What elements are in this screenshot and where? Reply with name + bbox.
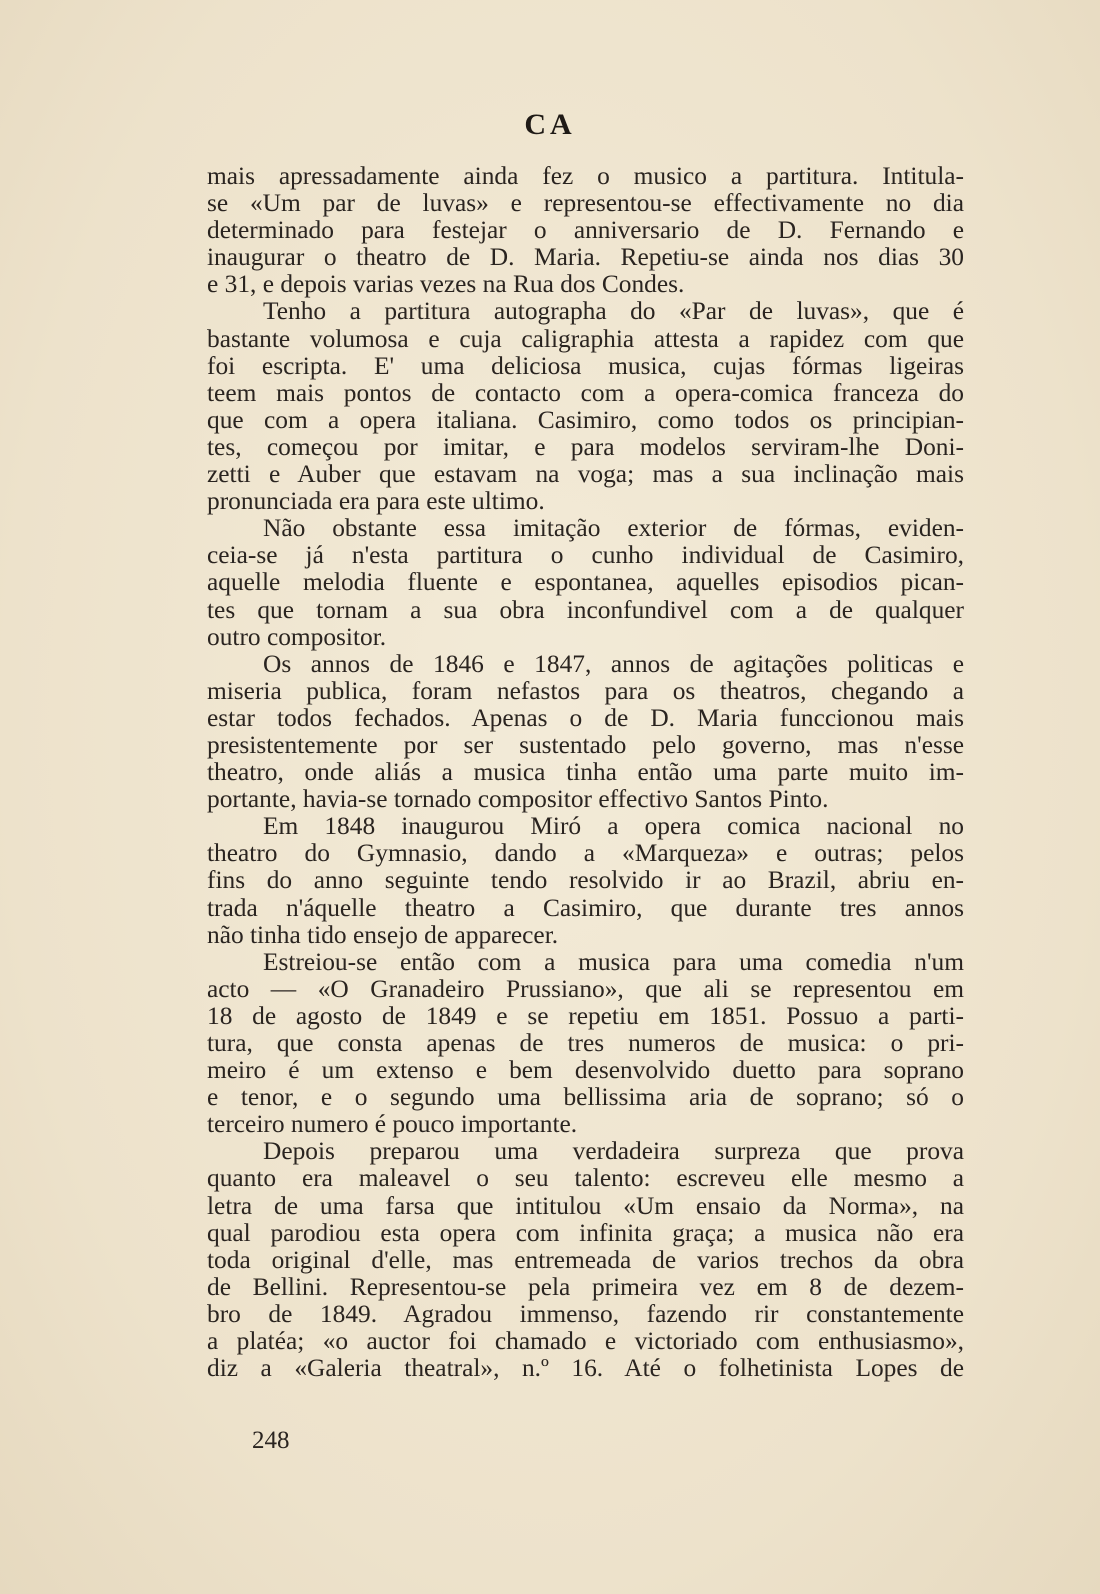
text-line: se «Um par de luvas» e representou-se effectivamente no dia [207,189,964,218]
text-line: Em 1848 inaugurou Miró a opera comica nacional no [263,812,964,841]
text-line: e tenor, e o segundo uma bellissima aria de soprano; só o [207,1083,964,1112]
text-line: determinado para festejar o anniversario de D. Fernando e [207,216,964,245]
text-line: ceia-se já n'esta partitura o cunho individual de Casimiro, [207,541,964,570]
text-line: Depois preparou uma verdadeira surpreza que prova [263,1137,964,1166]
text-line: zetti e Auber que estavam na voga; mas a sua inclinação mais [207,460,964,489]
text-line: estar todos fechados. Apenas o de D. Maria funccionou mais [207,703,964,732]
text-line: e 31, e depois varias vezes na Rua dos Condes. [207,270,685,299]
body-text [207,163,964,1382]
text-line: de Bellini. Representou-se pela primeira vez em 8 de dezem- [207,1272,964,1301]
text-line: bro de 1849. Agradou immenso, fazendo rir constantemente [207,1299,964,1328]
text-line: theatro, onde aliás a musica tinha então uma parte muito im- [207,758,964,787]
text-line: teem mais pontos de contacto com a opera-comica franceza do [207,378,964,407]
text-line: theatro do Gymnasio, dando a «Marqueza» e outras; pelos [207,839,964,868]
text-line: meiro é um extenso e bem desenvolvido duetto para soprano [207,1056,964,1085]
text-line: quanto era maleavel o seu talento: escreveu elle mesmo a [207,1164,964,1193]
page-number: 248 [252,1427,290,1454]
text-line: pronunciada era para este ultimo. [207,487,545,516]
text-line: não tinha tido ensejo de apparecer. [207,920,559,949]
text-line: tura, que consta apenas de tres numeros de musica: o pri- [207,1029,964,1057]
text-line: mais apressadamente ainda fez o musico a partitura. Intitula- [207,162,964,190]
text-line: Não obstante essa imitação exterior de fórmas, eviden- [263,514,964,543]
text-line: letra de uma farsa que intitulou «Um ensaio da Norma», na [207,1191,964,1220]
text-line: portante, havia-se tornado compositor effectivo Santos Pinto. [207,785,829,814]
text-line: que com a opera italiana. Casimiro, como todos os principian- [207,405,964,434]
text-line: trada n'áquelle theatro a Casimiro, que durante tres annos [207,893,964,922]
text-line: foi escripta. E' uma deliciosa musica, cujas fórmas ligeiras [207,351,964,380]
text-line: toda original d'elle, mas entremeada de varios trechos da obra [207,1245,964,1274]
text-line: diz a «Galeria theatral», n.º 16. Até o folhetinista Lopes de [207,1354,964,1383]
text-line: fins do anno seguinte tendo resolvido ir ao Brazil, abriu en- [207,866,964,895]
text-line: tes, começou por imitar, e para modelos serviram-lhe Doni- [207,432,964,461]
text-line: bastante volumosa e cuja caligraphia attesta a rapidez com que [207,324,964,353]
text-line: 18 de agosto de 1849 e se repetiu em 1851. Possuo a parti- [207,1001,964,1030]
text-line: terceiro numero é pouco importante. [207,1110,578,1139]
text-line: miseria publica, foram nefastos para os theatros, chegando a [207,676,964,705]
text-line: Tenho a partitura autographa do «Par de luvas», que é [263,297,964,326]
text-line: inaugurar o theatro de D. Maria. Repetiu-se ainda nos dias 30 [207,243,964,272]
text-line: a platéa; «o auctor foi chamado e victoriado com enthusiasmo», [207,1327,964,1356]
text-line: presistentemente por ser sustentado pelo governo, mas n'esse [207,730,964,759]
text-line: qual parodiou esta opera com infinita graça; a musica não era [207,1218,964,1247]
text-line: Estreiou-se então com a musica para uma comedia n'um [263,947,964,976]
text-line: tes que tornam a sua obra inconfundivel com a de qualquer [207,595,964,624]
text-line: acto — «O Granadeiro Prussiano», que ali se representou em [207,974,964,1003]
running-head: CA [524,108,576,141]
text-line: Os annos de 1846 e 1847, annos de agitações politicas e [263,649,964,678]
text-line: outro compositor. [207,622,387,651]
text-line: aquelle melodia fluente e espontanea, aquelles episodios pican- [207,568,964,597]
